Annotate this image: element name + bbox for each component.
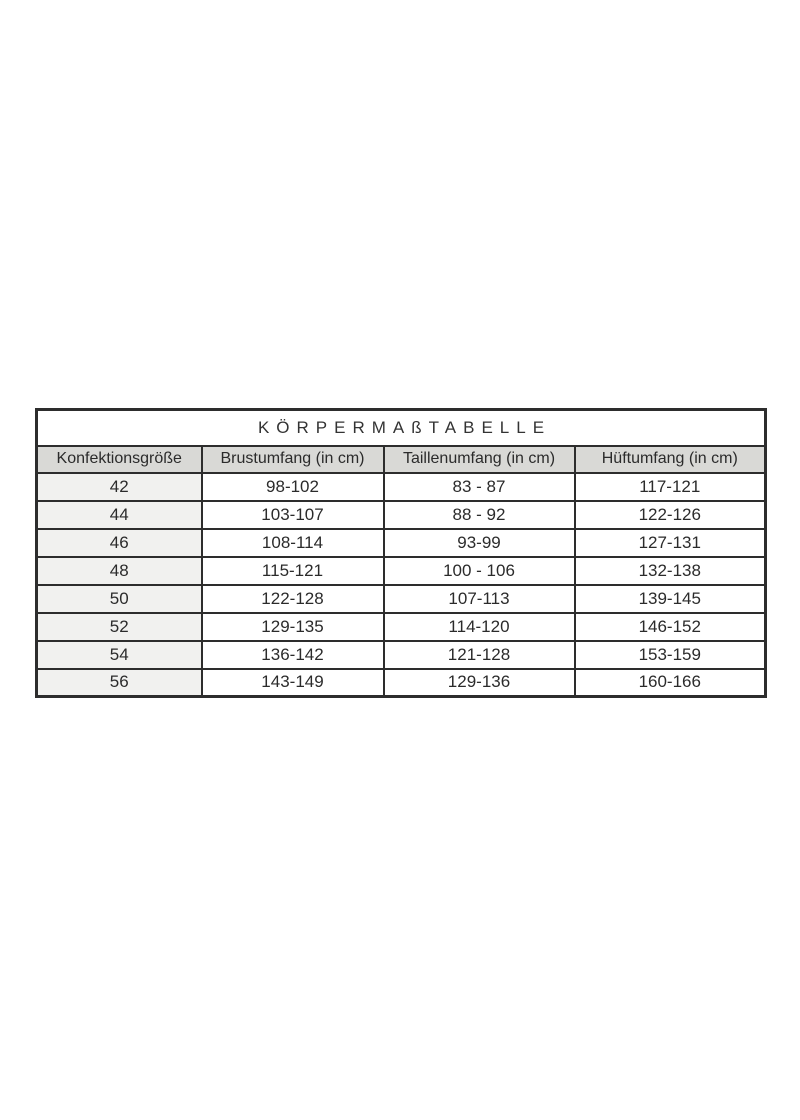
table-cell-bust: 143-149: [202, 669, 384, 697]
table-cell-bust: 115-121: [202, 557, 384, 585]
header-row: [37, 446, 766, 473]
table-cell-size: 48: [37, 557, 202, 585]
column-header-hueftumfang: Hüftumfang (in cm): [575, 446, 766, 473]
table-cell-bust: 129-135: [202, 613, 384, 641]
table-cell-bust: 98-102: [202, 473, 384, 501]
table-cell-size: 54: [37, 641, 202, 669]
table-cell-size: 50: [37, 585, 202, 613]
table-cell-hip: 160-166: [575, 669, 766, 697]
table-cell-waist: 93-99: [384, 529, 575, 557]
table-cell-waist: 107-113: [384, 585, 575, 613]
table-cell-hip: 146-152: [575, 613, 766, 641]
table-cell-hip: 139-145: [575, 585, 766, 613]
table-cell-waist: 83 - 87: [384, 473, 575, 501]
table-cell-size: 42: [37, 473, 202, 501]
column-header-konfektionsgroesse: Konfektionsgröße: [37, 446, 202, 473]
table-cell-waist: 88 - 92: [384, 501, 575, 529]
table-cell-bust: 122-128: [202, 585, 384, 613]
column-header-brustumfang: Brustumfang (in cm): [202, 446, 384, 473]
table-cell-waist: 114-120: [384, 613, 575, 641]
table-cell-bust: 108-114: [202, 529, 384, 557]
title-row: [37, 410, 766, 446]
size-chart-table: [35, 408, 767, 698]
table-row: [37, 529, 766, 557]
table-cell-size: 44: [37, 501, 202, 529]
table-row: [37, 585, 766, 613]
table-cell-waist: 129-136: [384, 669, 575, 697]
table-cell-bust: 136-142: [202, 641, 384, 669]
table-row: [37, 641, 766, 669]
table-row: [37, 557, 766, 585]
table-cell-hip: 132-138: [575, 557, 766, 585]
column-header-taillenumfang: Taillenumfang (in cm): [384, 446, 575, 473]
table-cell-hip: 122-126: [575, 501, 766, 529]
table-row: [37, 669, 766, 697]
table-row: [37, 473, 766, 501]
table-title: KÖRPERMAßTABELLE: [37, 410, 766, 446]
table-cell-size: 56: [37, 669, 202, 697]
table-cell-hip: 117-121: [575, 473, 766, 501]
table-cell-waist: 121-128: [384, 641, 575, 669]
table-cell-size: 52: [37, 613, 202, 641]
table-cell-bust: 103-107: [202, 501, 384, 529]
table-row: [37, 613, 766, 641]
table-cell-hip: 127-131: [575, 529, 766, 557]
table-cell-hip: 153-159: [575, 641, 766, 669]
table-cell-waist: 100 - 106: [384, 557, 575, 585]
table-row: [37, 501, 766, 529]
table-cell-size: 46: [37, 529, 202, 557]
